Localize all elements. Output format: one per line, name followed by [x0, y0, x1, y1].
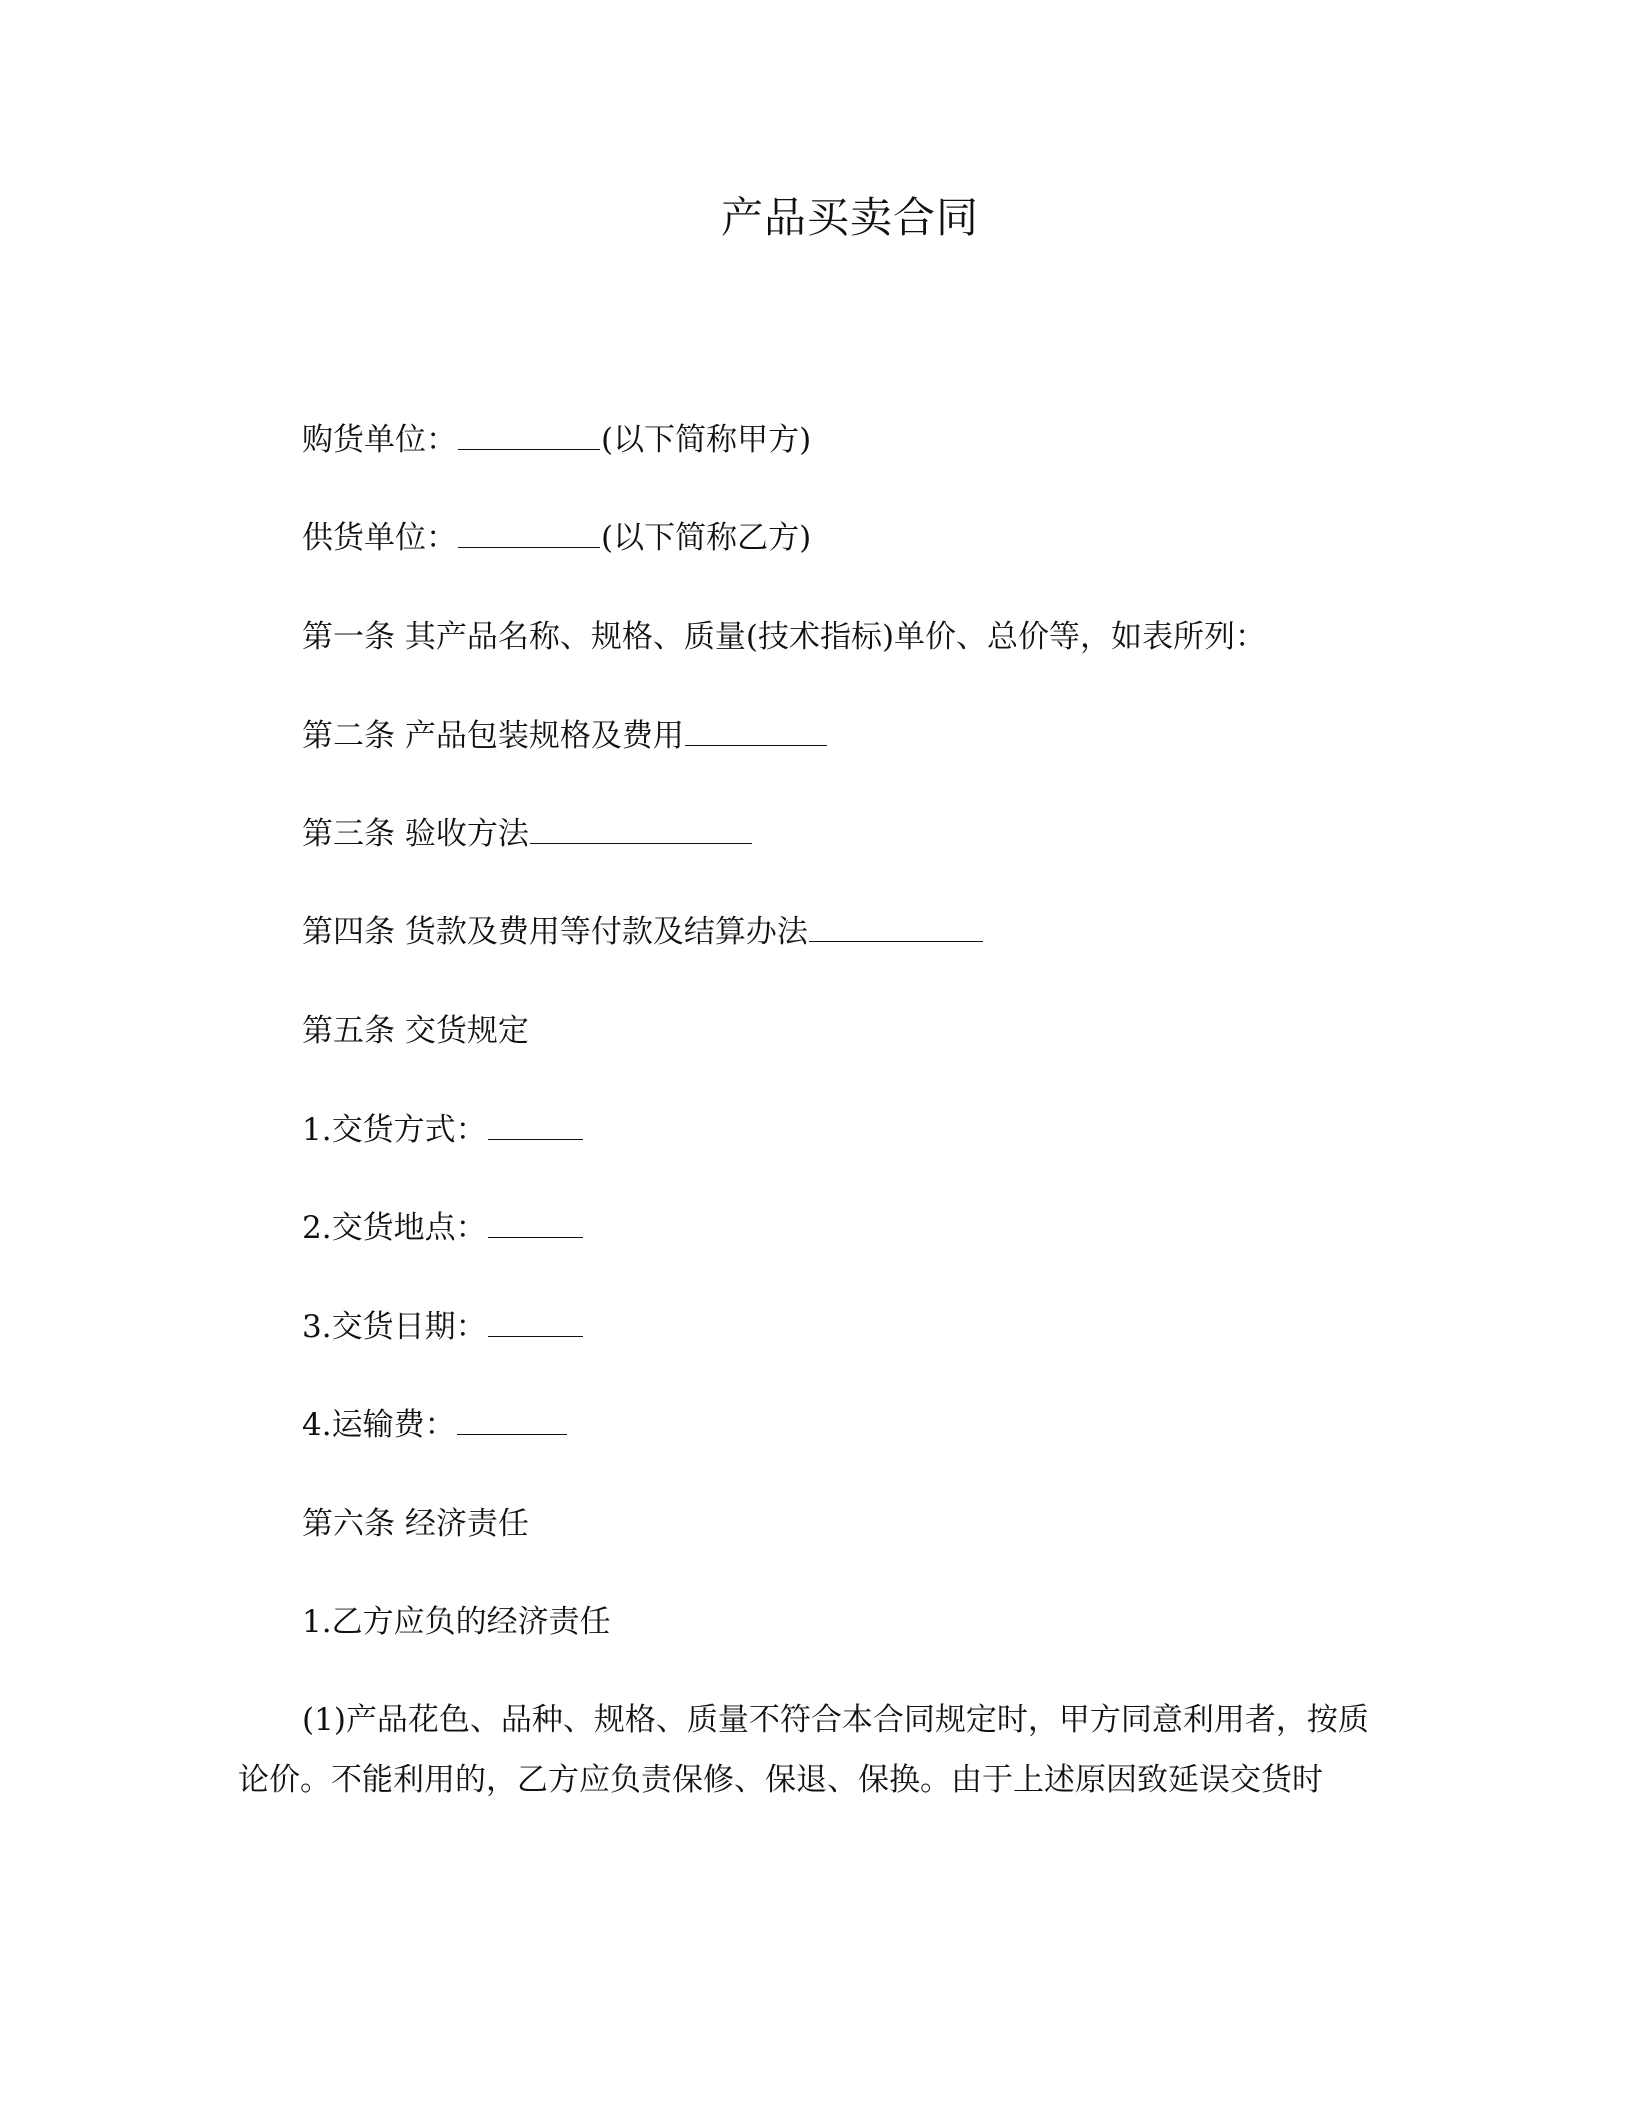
delivery-method-blank: [488, 1113, 583, 1140]
article-3-blank: [530, 817, 752, 844]
article-4-blank: [809, 915, 983, 942]
liability-paragraph: (1)产品花色、品种、规格、质量不符合本合同规定时，甲方同意利用者，按质论价。不能利用的，乙方应负责保修、保退、保换。由于上述原因致延误交货时: [238, 1702, 1369, 1798]
delivery-date-line: [302, 1307, 584, 1347]
delivery-place-blank: [488, 1211, 583, 1238]
buyer-note: (以下简称甲方): [601, 422, 812, 458]
article-5-line: [302, 1011, 529, 1051]
article-2-text: 第二条 产品包装规格及费用: [302, 718, 684, 754]
article-6-line: [302, 1504, 529, 1544]
buyer-line: [302, 420, 811, 460]
article-2-line: [302, 716, 828, 756]
seller-liability-line: [302, 1602, 611, 1642]
article-3-line: [302, 814, 753, 854]
article-5-text: 第五条 交货规定: [302, 1013, 529, 1049]
freight-blank: [457, 1408, 567, 1435]
article-4-line: [302, 912, 984, 952]
delivery-method-line: [302, 1110, 584, 1150]
delivery-place-label: 2.交货地点：: [302, 1210, 487, 1246]
freight-label: 4.运输费：: [302, 1407, 456, 1443]
buyer-label: 购货单位：: [302, 422, 457, 458]
document-title: 产品买卖合同: [720, 193, 979, 242]
buyer-blank: [458, 423, 600, 450]
seller-liability-text: 1.乙方应负的经济责任: [302, 1604, 611, 1640]
delivery-method-label: 1.交货方式：: [302, 1112, 487, 1148]
delivery-date-blank: [488, 1310, 583, 1337]
article-2-blank: [685, 719, 827, 746]
seller-label: 供货单位：: [302, 520, 457, 556]
seller-line: [302, 518, 811, 558]
seller-note: (以下简称乙方): [601, 520, 812, 556]
freight-line: [302, 1405, 568, 1445]
delivery-date-label: 3.交货日期：: [302, 1309, 487, 1345]
article-3-text: 第三条 验收方法: [302, 816, 529, 852]
delivery-place-line: [302, 1208, 584, 1248]
article-6-text: 第六条 经济责任: [302, 1506, 529, 1542]
article-1-text: 第一条 其产品名称、规格、质量(技术指标)单价、总价等，如表所列：: [302, 619, 1267, 655]
article-4-text: 第四条 货款及费用等付款及结算办法: [302, 914, 808, 950]
article-1-line: [302, 617, 1266, 657]
seller-blank: [458, 521, 600, 548]
